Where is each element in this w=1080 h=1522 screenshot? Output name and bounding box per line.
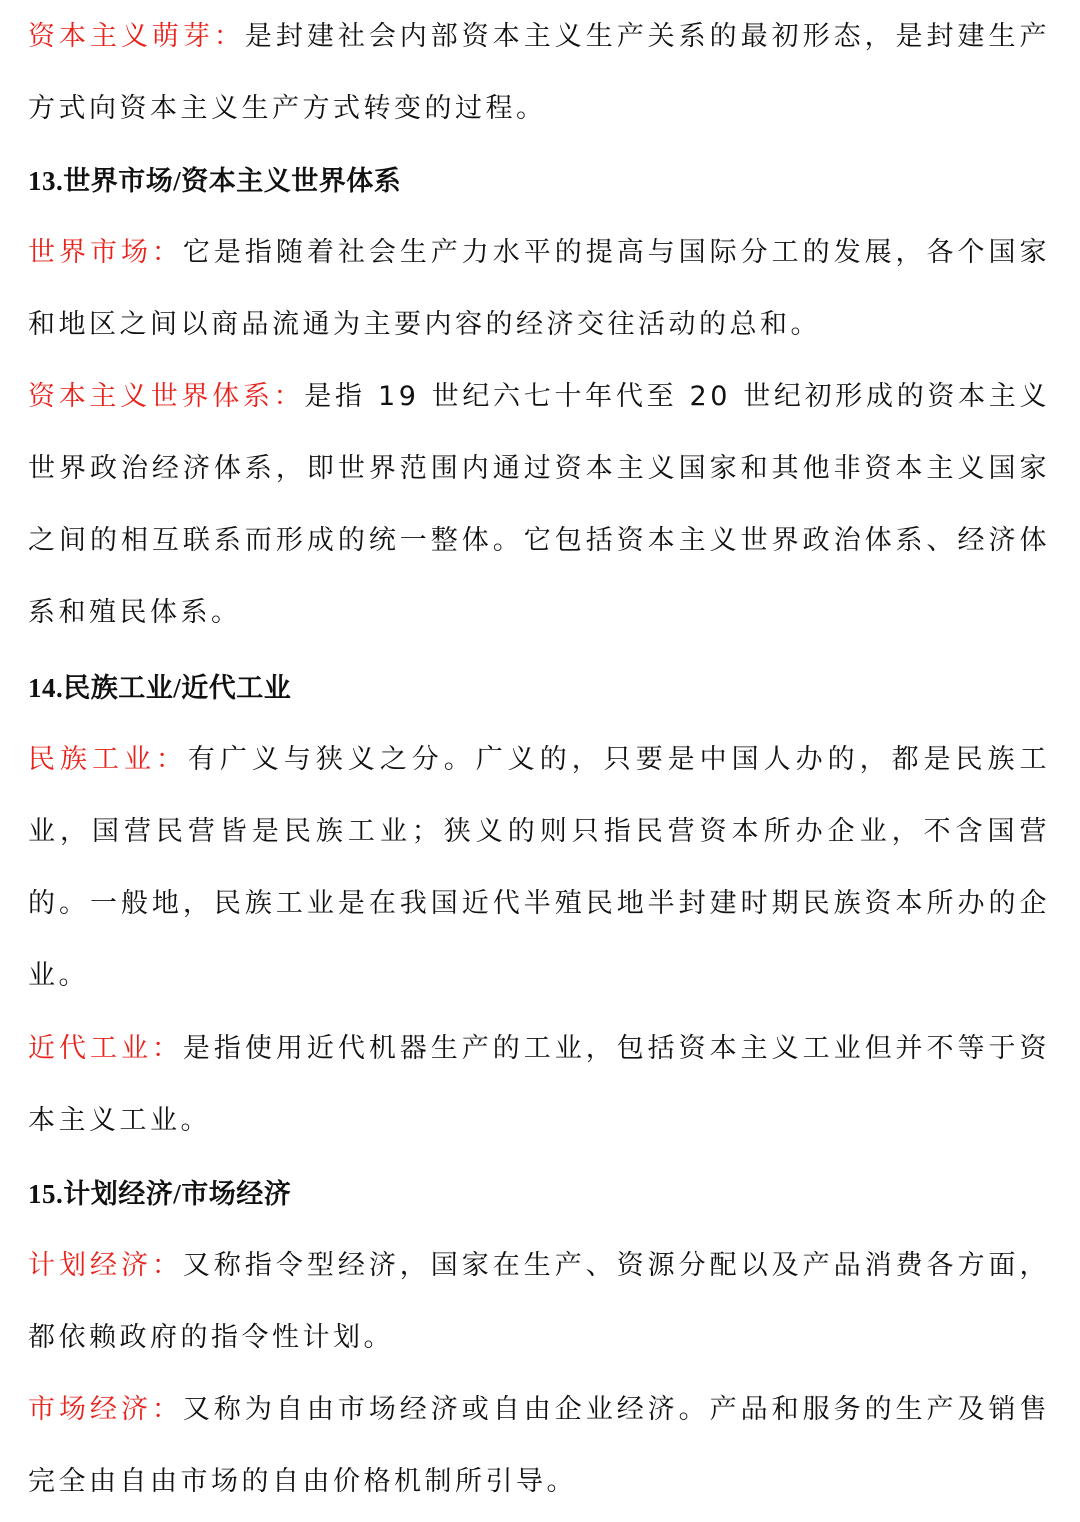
definition-text: 是封建社会内部资本主义生产关系的最初形态，是封建生产方式向资本主义生产方式转变的过程。 bbox=[28, 21, 1050, 124]
definition-text: 是指使用近代机器生产的工业，包括资本主义工业但并不等于资本主义工业。 bbox=[28, 1033, 1050, 1136]
definition-term: 计划经济： bbox=[28, 1250, 183, 1281]
section-heading-15: 15.计划经济/市场经济 bbox=[28, 1179, 292, 1209]
definition-text: 是指 19 世纪六七十年代至 20 世纪初形成的资本主义世界政治经济体系，即世界范围内通过资本主义国家和其他非资本主义国家之间的相互联系而形成的统一整体。它包括资本主义世界政治体系、经济体系和殖民体系。 bbox=[28, 381, 1051, 628]
definition-term: 近代工业： bbox=[28, 1033, 183, 1064]
definition-capitalist-world-system bbox=[28, 361, 1050, 649]
definition-planned-economy bbox=[28, 1230, 1050, 1374]
definition-term: 世界市场： bbox=[28, 237, 183, 268]
definition-text: 又称指令型经济，国家在生产、资源分配以及产品消费各方面，都依赖政府的指令性计划。 bbox=[28, 1250, 1050, 1353]
definition-term: 民族工业： bbox=[28, 744, 188, 775]
definition-text: 又称为自由市场经济或自由企业经济。产品和服务的生产及销售完全由自由市场的自由价格机制所引导。 bbox=[28, 1394, 1050, 1497]
section-heading-14: 14.民族工业/近代工业 bbox=[28, 673, 292, 703]
definition-text: 有广义与狭义之分。广义的，只要是中国人办的，都是民族工业，国营民营皆是民族工业；狭义的则只指民营资本所办企业，不含国营的。一般地，民族工业是在我国近代半殖民地半封建时期民族资本所办的企业。 bbox=[28, 744, 1051, 991]
definition-term: 资本主义萌芽： bbox=[28, 21, 245, 52]
definition-capitalism-sprouts bbox=[28, 1, 1050, 145]
definition-market-economy bbox=[28, 1374, 1050, 1518]
definition-term: 市场经济： bbox=[28, 1394, 183, 1425]
definition-term: 资本主义世界体系： bbox=[28, 381, 305, 412]
section-heading-13: 13.世界市场/资本主义世界体系 bbox=[28, 166, 402, 196]
definition-text: 它是指随着社会生产力水平的提高与国际分工的发展，各个国家和地区之间以商品流通为主要内容的经济交往活动的总和。 bbox=[28, 237, 1050, 340]
definition-national-industry bbox=[28, 724, 1050, 1012]
definition-modern-industry bbox=[28, 1013, 1050, 1157]
definition-world-market bbox=[28, 217, 1050, 361]
